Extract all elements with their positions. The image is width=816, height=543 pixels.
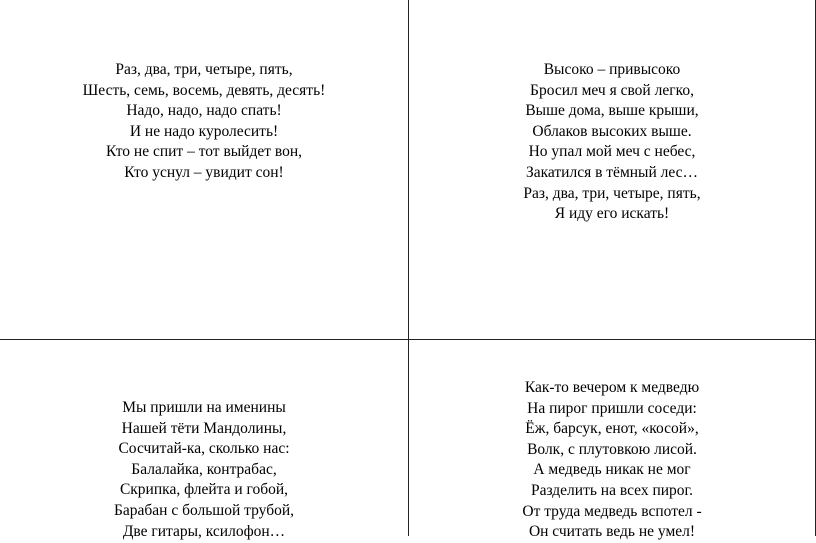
poem-line: На пирог пришли соседи: — [527, 399, 697, 417]
poem-line: Разделить на всех пирог. — [530, 481, 694, 499]
poem-line: Высоко – привысоко — [543, 61, 681, 78]
card-top-right — [408, 60, 816, 225]
poem-line: Сосчитай-ка, сколько нас: — [118, 440, 290, 458]
poem-line: Раз, два, три, четыре, пять, — [523, 184, 701, 202]
horizontal-divider — [0, 339, 816, 340]
poem-line: Ёж, барсук, енот, «косой», — [525, 420, 699, 438]
poem-line: От труда медведь вспотел - — [522, 502, 702, 520]
poem-line: Балалайка, контрабас, — [131, 460, 277, 478]
poem-line: Мы пришли на именины — [122, 399, 286, 416]
poem-line: Шесть, семь, восемь, девять, десять! — [82, 81, 326, 99]
poem-line: Надо, надо, надо спать! — [126, 102, 282, 120]
poem-line: Нашей тёти Мандолины, — [121, 419, 287, 437]
poem-line: Скрипка, флейта и гобой, — [119, 481, 289, 499]
poem-line: И не надо куролесить! — [129, 122, 279, 140]
card-bottom-right — [408, 378, 816, 543]
poem-line: Облаков высоких выше. — [532, 122, 692, 140]
poem-line: Раз, два, три, четыре, пять, — [115, 61, 293, 78]
poem-line: Кто не спит – тот выйдет вон, — [105, 143, 303, 161]
card-top-left — [0, 60, 408, 184]
poem-line: Как-то вечером к медведю — [524, 379, 700, 396]
poem-line: Две гитары, ксилофон… — [122, 522, 286, 540]
poem-line: Выше дома, выше крыши, — [525, 102, 699, 120]
poem-line: Он считать ведь не умел! — [528, 523, 696, 541]
poem-line: Кто уснул – увидит сон! — [124, 163, 284, 181]
poem-line: Барабан с большой трубой, — [113, 501, 295, 519]
poem-line: Я иду его искать! — [554, 205, 670, 223]
poem-line: Закатился в тёмный лес… — [525, 163, 699, 181]
poem-line: Но упал мой меч с небес, — [528, 143, 696, 161]
poem-line: Волк, с плутовкою лисой. — [527, 440, 697, 458]
poem-line: Бросил меч я свой легко, — [530, 81, 694, 99]
card-bottom-left — [0, 398, 408, 542]
poem-line: А медведь никак не мог — [533, 461, 691, 479]
